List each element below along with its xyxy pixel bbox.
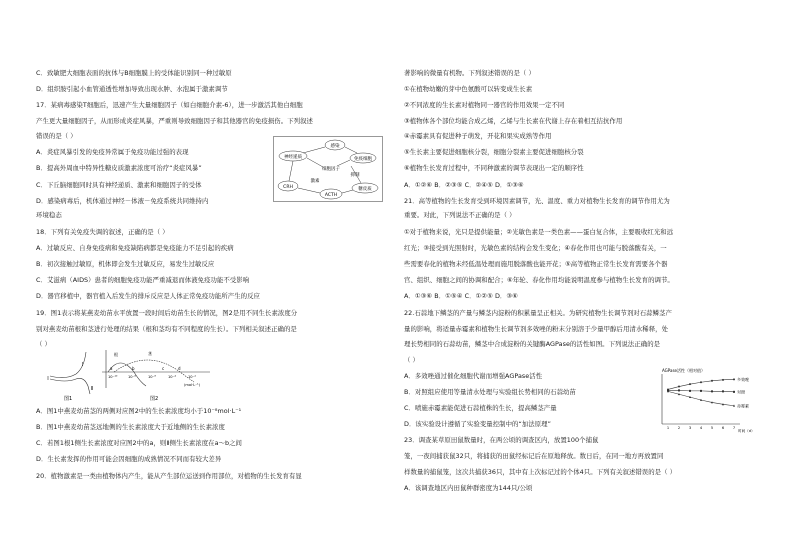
node-label: 免疫细胞 [354, 157, 372, 162]
statement-4: ④赤霉素具有促进种子萌发，开花和果实成熟等作用 [404, 132, 552, 140]
text-line: 重要。对此，下列说法不正确的是（ ） [404, 211, 516, 219]
x-tick-label: 2 [677, 426, 681, 430]
fig2-point: d [178, 366, 181, 371]
option-c: C．下丘脑细胞同时具有神经递质、激素和细胞因子的受体 [36, 181, 202, 189]
statement-5: ⑤生长素主要促进细胞核分裂，细胞分裂素主要促进细胞核分裂 [404, 148, 584, 156]
option-b: B．对照组应使用等量清水处理与实验组长势相同的石蒜幼苗 [404, 388, 576, 396]
data-point [689, 390, 691, 392]
x-tick-label: 7 [732, 426, 736, 430]
x-tick-label: 5 [710, 426, 714, 430]
node-label: 激素 [310, 179, 320, 184]
text-line: 笼，一夜间捕获鼠32只，将捕获的田鼠经标记后在原地释放。数日后，在同一地方再放置同 [404, 452, 664, 460]
statement-3: ③植物体各个部位均能合成乙烯，乙烯与生长素在代谢上存在着相互拮抗作用 [404, 117, 623, 125]
fig2-tick: 10⁻² [188, 375, 196, 379]
x-tick-label: 3 [688, 426, 692, 430]
data-point [722, 390, 724, 392]
option-b: B．初次接触过敏原，机体即会发生过敏反应，易发生过敏反应 [36, 260, 215, 268]
text-line: （ ） [404, 356, 419, 364]
node-label: 糖皮质 [358, 187, 372, 192]
fig1-mark: Ⅱ [91, 386, 94, 392]
fig2-label: 图2 [150, 396, 159, 402]
data-point [700, 390, 702, 392]
text-line: 别对燕麦幼苗根和茎进行处理的结果（根和茎均有不同程度的生长）。下列相关叙述正确的是 [36, 325, 297, 333]
text-line: 红光；③接受到光照射时，光敏色素的结构会发生变化；④春化作用也可能与脱落酸有关，一 [404, 244, 667, 252]
option-b: B．图1中燕麦幼苗茎远地侧的生长素浓度大于近地侧的生长素浓度 [36, 423, 225, 431]
text-line: 产生更大量细胞因子，从而形成炎症风暴，严重则导致细胞因子和其他器官的免疫损伤。下列叙述 [36, 117, 313, 125]
option-d: D．器官移植中，器官植入后发生的排斥反应是人体正常免疫功能所产生的反应 [36, 292, 260, 300]
node-label: 抑制 [350, 173, 360, 178]
fig1-mark: Ⅰ [82, 362, 84, 368]
question-17: 17．某病毒感染T细胞后，迅速产生大量细胞因子（如白细胞介素-6），进一步激活其他白细胞 [36, 101, 303, 109]
option-b: B．提高外周血中特异性糖皮质激素浓度可治疗“炎症风暴” [36, 164, 202, 172]
text-line: 著影响的微量有机物。下列叙述错误的是（ ） [404, 69, 535, 77]
legend-label: 多效唑 [737, 376, 749, 382]
series-line [668, 391, 734, 405]
fig1-seedling [48, 352, 90, 394]
option-c: C．艾滋病（AIDS）患者的细胞免疫功能严重减退而体液免疫功能不受影响 [36, 276, 250, 284]
statement-2: ②不同浓度的生长素对植物同一器官的作用效果一定不同 [404, 101, 565, 109]
fig2-tick: 10⁻⁴ [168, 375, 176, 379]
data-point [689, 383, 691, 385]
data-point [700, 381, 702, 383]
legend-label: 对照 [737, 389, 745, 395]
question-18: 18．下列有关免疫失调的叙述，正确的是（ ） [36, 228, 169, 236]
text-line: （ ） [36, 340, 51, 348]
node-label: 感染 [330, 144, 340, 149]
option-a: A．炎症风暴引发的免疫异常属于免疫功能过强的表现 [36, 148, 189, 156]
text-line: 量的影响，将适量赤霉素和植物生长调节剂多效唑的粉末分别溶于少量甲醇后用清水稀释，处 [404, 325, 669, 333]
fig2-point: c [162, 366, 165, 371]
fig2-curve-label: 茎 [148, 351, 152, 356]
q17-diagram [273, 136, 383, 202]
fig2-point: b [132, 366, 135, 371]
fig2-curve-label: 根 [114, 352, 118, 357]
fig2-tick: 10⁻⁶ [148, 375, 156, 379]
option-a: A．过敏反应、自身免疫病和免疫缺陷病都是免疫能力不足引起的疾病 [36, 244, 234, 252]
option-c: C．喷施赤霉素能促进石蒜植株的生长，提高鳞茎产量 [404, 404, 557, 412]
option-d: D．生长素发挥的作用可能会因细胞的成熟情况不同而有较大差异 [36, 455, 222, 463]
text-line: ①对于植物来说，光只是提供能量；②光敏色素是一类色素——蛋白复合体，主要吸收红光和远 [404, 228, 674, 236]
agpase-chart [644, 366, 762, 436]
data-point [722, 379, 724, 381]
data-point [678, 389, 680, 391]
text-line: 理长势相同的石蒜幼苗，鳞茎中合成淀粉的关键酶AGPase的活性如图。下列说法正确的是 [404, 340, 661, 348]
data-point [733, 391, 735, 393]
option-a: A．图1中燕麦幼苗茎的两侧对应图2中的生长素浓度均小于10⁻⁸mol·L⁻¹ [36, 407, 242, 415]
node-label: ACTH [324, 193, 338, 198]
node-label: CRH [283, 185, 293, 190]
node-label: 神经递质 [284, 155, 302, 160]
data-point [733, 378, 735, 380]
data-point [711, 380, 713, 382]
text-line: 样数量的捕鼠笼，这次共捕获36只，其中有上次标记过的个体4只。下列有关叙述错误的是（ ） [404, 468, 677, 476]
question-20: 20．植物激素是一类由植物体内产生，能从产生部位运送到作用部位，对植物的生长发育有显 [36, 472, 302, 480]
x-tick-label: 1 [666, 426, 670, 430]
statement-1: ①在植物幼嫩的芽中色氨酸可以转变成生长素 [404, 85, 533, 93]
legend-label: 赤霉素 [737, 403, 749, 409]
text-line: 官、组织、细胞之间的协调和配合；⑥年轮、春化作用均能说明温度参与植物生长发育的调节。 [404, 276, 674, 284]
option-a: A．多效唑通过催化细胞代谢而增强AGPase活性 [404, 372, 543, 380]
text-line: C．致敏肥大细胞表面的抗体与B细胞膜上的受体能识别同一种过敏原 [36, 69, 232, 77]
option-d: D．该实验设计遵循了实验变量控制中的“加法原理” [404, 420, 551, 428]
text-line: 些需要春化的植物未经低温处理而施用脱落酸也能开花；⑤高等植物正常生长发育需要各个器 [404, 260, 668, 268]
chart-xlabel: 时间（d） [738, 429, 755, 433]
question-23: 23．调查某草原田鼠数量时，在两公顷的调查区内，放置100个捕鼠 [404, 436, 599, 444]
fig2-xlabel: (mol·L⁻¹) [184, 383, 200, 387]
node-label: 细胞因子 [322, 167, 340, 172]
fig2-tick: 10⁻¹⁰ [108, 375, 118, 379]
x-tick-label: 4 [699, 426, 703, 430]
data-point [711, 390, 713, 392]
text-line: 环境稳态 [36, 211, 62, 219]
question-22: 22.石蒜地下鳞茎的产量与鳞茎内淀粉的积累量呈正相关。为研究植物生长调节剂对石蒜鳞茎产 [404, 309, 672, 317]
fig2-point: a [110, 366, 113, 371]
question-19: 19．图1表示将某燕麦幼苗水平放置一段时间后幼苗生长的情况，图2是用不同生长素浓度分 [36, 309, 298, 317]
fig1-label: 图1 [64, 396, 73, 402]
statement-6: ⑥植物生长发育过程中，不同种激素的调节表现出一定的顺序性 [404, 164, 584, 172]
question-21: 21．高等植物的生长发育受到环境因素调节，光、温度、重力对植物生长发育的调节作用尤为 [404, 197, 670, 205]
option-c: C．若图1根1侧生长素浓度对应图2中的a，则Ⅱ侧生长素浓度在a～b之间 [36, 439, 242, 447]
text-line: D．组织胺引起小血管通透性增加导致出现水肿、水泡属于激素调节 [36, 85, 228, 93]
x-tick-label: 6 [721, 426, 725, 430]
option-d: D．感染病毒后，机体通过神经－体液－免疫系统共同维持内 [36, 197, 209, 205]
chart-ylabel: AGPase活性（相对值） [662, 368, 705, 373]
options-20: A．①②⑥ B．②③⑤ C．②④⑤ D．①③⑥ [404, 181, 524, 189]
series-line [668, 379, 734, 389]
data-point [678, 386, 680, 388]
options-21: A．①③⑥ B．①⑤④ C．①②⑤ D．③⑥ [404, 292, 518, 300]
fig2-tick: 10⁻⁸ [128, 375, 136, 379]
text-line: 错误的是（ ） [36, 132, 77, 140]
q19-figures [44, 346, 214, 404]
option-a: A．该调查地区内田鼠种群密度为144只/公顷 [404, 484, 533, 492]
